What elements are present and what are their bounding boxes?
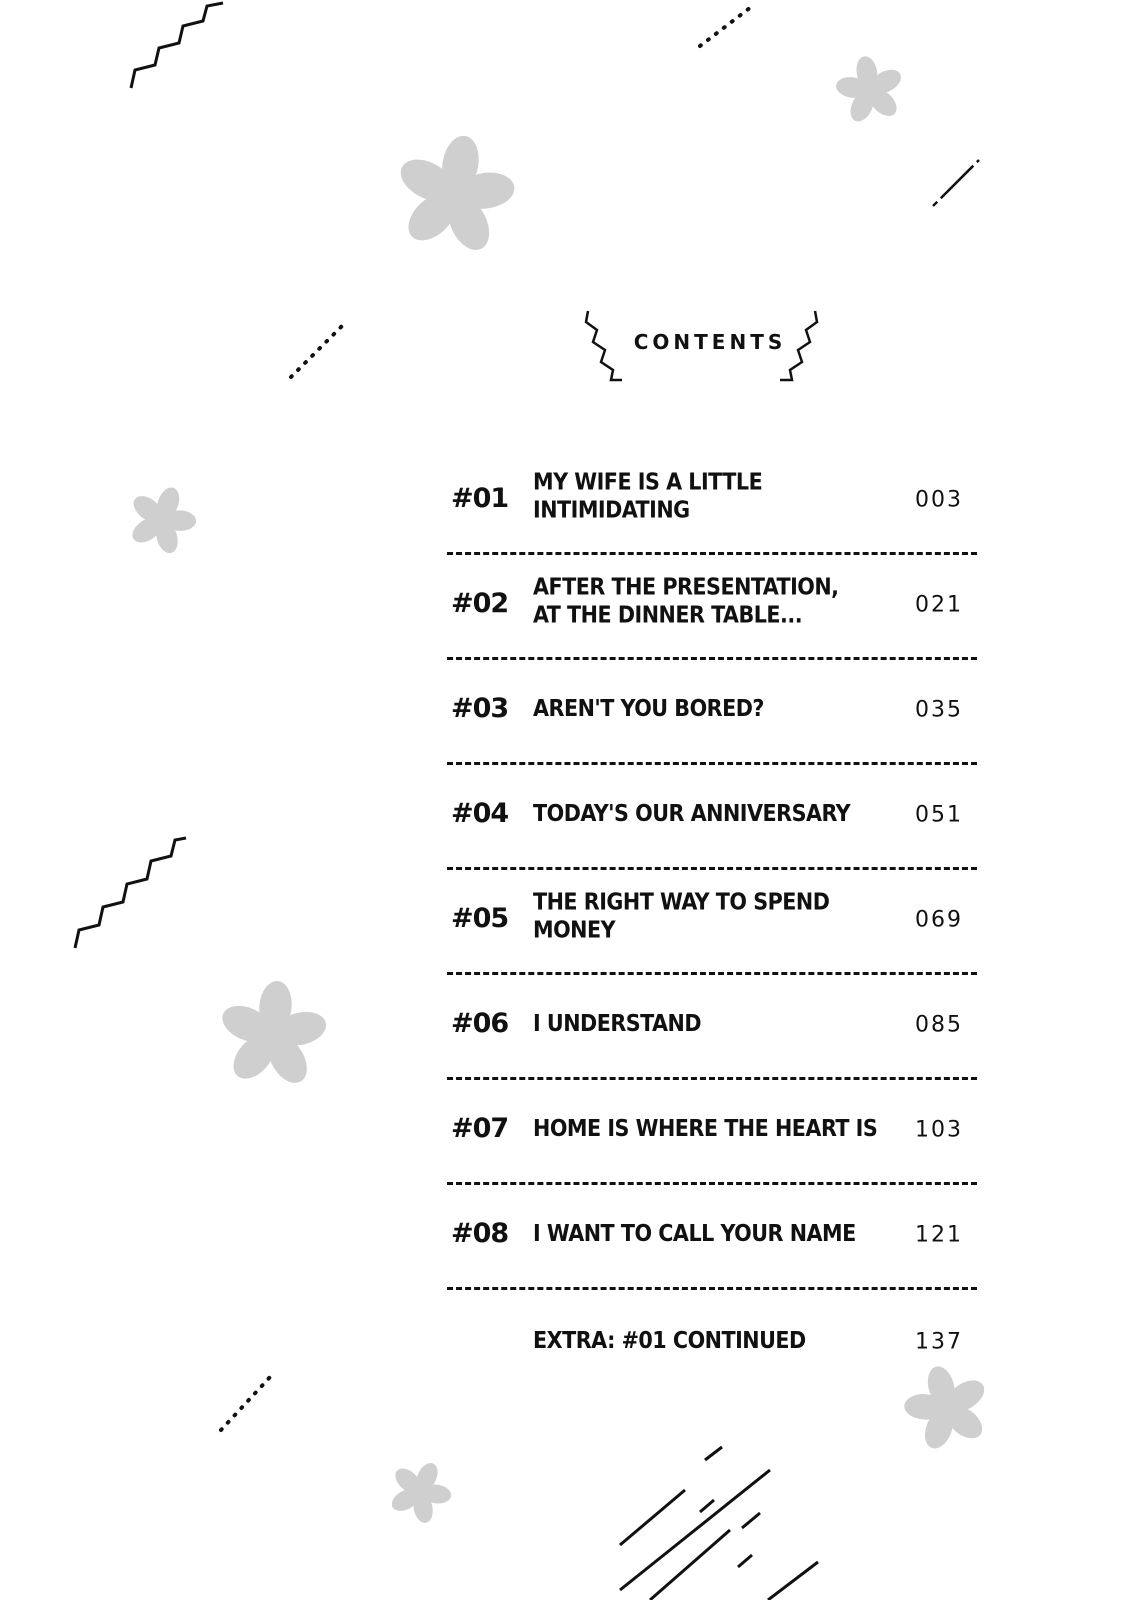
page-number: 085 [915,1012,963,1038]
contents-heading: CONTENTS [633,330,787,354]
chapter-title: I UNDERSTAND [533,1010,702,1037]
chapter-title: THE RIGHT WAY TO SPEND MONEY [533,889,830,944]
chapter-number: #06 [451,1008,509,1040]
diagonal-line-decoration [742,1513,760,1528]
diagonal-line-decoration [650,1530,730,1600]
diagonal-line-decoration [705,1447,722,1460]
diagonal-line-decoration [738,1555,752,1567]
chapter-title: MY WIFE IS A LITTLE INTIMIDATING [533,469,763,524]
chapter-number: #02 [451,588,509,620]
dotted-line-decoration [291,324,344,377]
chapter-number: #04 [451,798,509,830]
table-of-contents [447,450,977,1395]
flower-icon [377,1450,463,1534]
dotted-line-decoration [221,1376,271,1430]
diagonal-line-decoration [768,1562,818,1600]
chapter-title: EXTRA: #01 CONTINUED [533,1327,806,1354]
chapter-title: HOME IS WHERE THE HEART IS [533,1115,878,1142]
page-number: 137 [915,1328,963,1354]
toc-entry-extra[interactable] [447,1290,977,1395]
page-number: 021 [915,592,963,618]
chapter-number: #08 [451,1218,509,1250]
chapter-number: #03 [451,693,509,725]
flower-icon [383,125,527,264]
flower-icon [117,476,207,564]
toc-entry[interactable] [447,1185,977,1290]
dotted-line-decoration [700,4,755,46]
diagonal-line-decoration [620,1470,770,1590]
page-number: 103 [915,1117,963,1143]
chapter-title: AFTER THE PRESENTATION, AT THE DINNER TABLE... [533,574,839,629]
toc-entry[interactable] [447,555,977,660]
chapter-number: #05 [451,903,509,935]
zigzag-decoration [75,838,186,948]
dash-line-decoration [933,160,979,206]
toc-entry[interactable] [447,660,977,765]
toc-entry[interactable] [447,450,977,555]
page-number: 121 [915,1222,963,1248]
page-number: 051 [915,802,963,828]
chapter-title: TODAY'S OUR ANNIVERSARY [533,800,851,827]
chapter-number: #07 [451,1113,509,1145]
chapter-title: I WANT TO CALL YOUR NAME [533,1220,856,1247]
page-number: 069 [915,907,963,933]
diagonal-line-decoration [700,1500,714,1512]
flower-icon [829,50,911,129]
chapter-number: #01 [451,483,509,515]
page-number: 003 [915,487,963,513]
page-number: 035 [915,697,963,723]
zigzag-decoration [131,3,223,88]
chapter-title: AREN'T YOU BORED? [533,695,764,722]
toc-entry[interactable] [447,765,977,870]
toc-entry[interactable] [447,1080,977,1185]
flower-icon [212,976,334,1093]
toc-entry[interactable] [447,870,977,975]
toc-entry[interactable] [447,975,977,1080]
diagonal-line-decoration [620,1490,685,1545]
